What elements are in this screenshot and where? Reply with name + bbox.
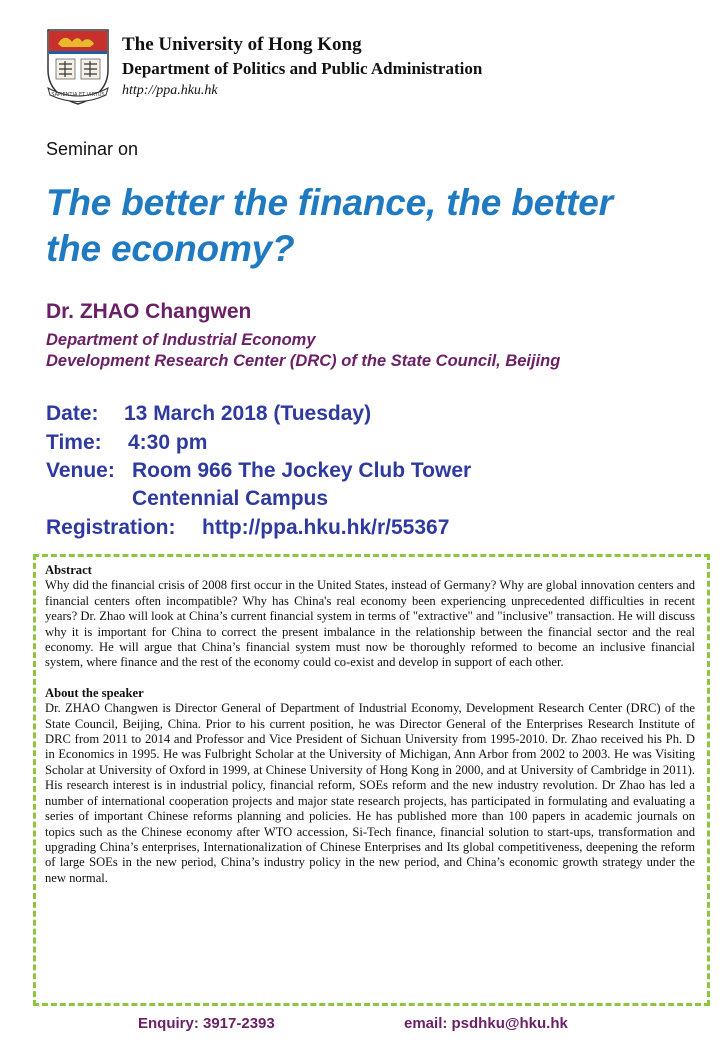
registration-label: Registration: [46,516,176,539]
venue-value-line-2: Centennial Campus [132,487,329,510]
hku-crest-logo [44,28,112,106]
date-value: 13 March 2018 (Tuesday) [124,402,372,425]
time-value: 4:30 pm [128,431,208,454]
date-label: Date: [46,402,99,425]
venue-value-line-1: Room 966 The Jockey Club Tower [132,459,472,482]
details-box [45,563,695,901]
speaker-affiliation-1: Department of Industrial Economy [46,331,316,349]
abstract-heading: Abstract [45,563,92,577]
svg-text:SAPIENTIA ET VIRTUS: SAPIENTIA ET VIRTUS [51,92,105,98]
enquiry-email[interactable]: email: psdhku@hku.hk [404,1015,568,1032]
time-row [46,431,207,455]
department-url[interactable]: http://ppa.hku.hk [122,83,218,98]
time-label: Time: [46,431,102,454]
abstract-text: Why did the financial crisis of 2008 first occur in the United States, instead of Germany? Why are global innovation centers and financial centers often incompatible? Why has China's real economy been experiencing unprecedented difficulties in recent years? Dr. Zhao will look at China’s current financial system in terms of "extractive" and "inclusive" transaction. He will discuss why it is important for China to correct the present imbalance in the relationship between the financial sector and the real economy. He will argue that China’s financial system must now be thoroughly reformed to become an inclusive financial system, where finance and the rest of the economy could co-exist and develop in support of each other. [45,578,695,670]
enquiry-phone: Enquiry: 3917-2393 [138,1015,275,1032]
department-name: Department of Politics and Public Administration [122,59,483,78]
seminar-title [46,180,696,272]
venue-label: Venue: [46,459,115,482]
speaker-name: Dr. ZHAO Changwen [46,300,252,323]
about-speaker-text: Dr. ZHAO Changwen is Director General of Department of Industrial Economy, Development Research Center (DRC) of the State Council, Beijing, China. Prior to his current position, he was Director General of the Enterprises Research Institute of DRC from 2011 to 2014 and Professor and Vice President of Sichuan University from 1995-2010. Dr. Zhao received his Ph. D in Economics in 1995. He was Fulbright Scholar at the University of Michigan, Ann Arbor from 2002 to 2003. He was Visiting Scholar at University of Oxford in 1999, at Chinese University of Hong Kong in 2000, and at University of Cambridge in 2011). His research interest is in industrial policy, financial reform, SOEs reform and the new industry revolution. Dr Zhao has led a number of international cooperation projects and major state research projects, has participated in formulating and evaluating a series of important Chinese reforms planning and policies. He has published more than 100 papers in academic journals on topics such as the Chinese economy after WTO accession, Si-Tech finance, financial solution to start-ups, transformation and upgrading China’s enterprises, Internationalization of Chinese Enterprises and Its global competitiveness, deepening the reform of large SOEs in the new period, China’s industry policy in the new period, and China’s economic growth strategy under the new normal. [45,701,695,885]
registration-link[interactable]: http://ppa.hku.hk/r/55367 [202,516,450,539]
date-row [46,402,371,426]
title-line-2: the economy? [46,228,295,269]
title-line-1: The better the finance, the better [46,182,613,223]
venue-row [46,459,471,483]
university-name: The University of Hong Kong [122,34,362,55]
about-speaker-heading: About the speaker [45,685,144,700]
registration-row [46,516,449,540]
speaker-affiliation-2: Development Research Center (DRC) of the State Council, Beijing [46,352,561,370]
seminar-label: Seminar on [46,139,139,159]
